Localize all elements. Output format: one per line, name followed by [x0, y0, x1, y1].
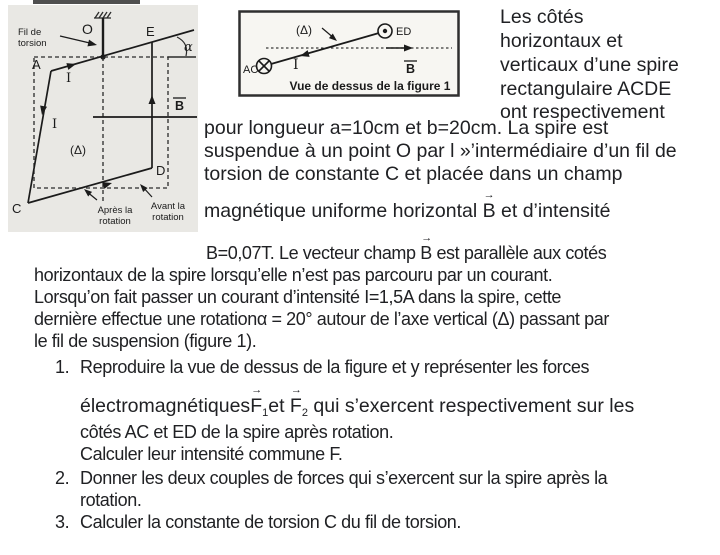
- b-vector-inline: [420, 232, 433, 264]
- para2-line-4: dernière effectue une rotationα = 20° autour de l’axe vertical (Δ) passant par: [34, 309, 609, 329]
- point-a-label: A: [32, 57, 41, 72]
- fil-de-torsion-label-1: Fil de: [18, 27, 42, 38]
- delta-axis-label: (Δ): [296, 23, 313, 37]
- figure2-drawing: [238, 10, 460, 97]
- f2-subscript: 2: [301, 407, 308, 419]
- current-i-top-label: I: [66, 71, 72, 86]
- b-symbol: B: [420, 243, 432, 263]
- para2-line-1: [206, 232, 607, 264]
- question-2-number: 2.: [55, 468, 70, 488]
- question-3-line-1: [55, 512, 461, 533]
- ac-label: AC: [243, 64, 259, 76]
- question-1-line-4: Calculer leur intensité commune F.: [80, 444, 343, 464]
- intro-line-2: horizontaux et: [500, 30, 623, 52]
- intro-line-3: verticaux d’une spire: [500, 54, 679, 76]
- intro-line-5: ont respectivement: [500, 101, 665, 123]
- question-1-line-2-post: qui s’exercent respectivement sur les: [307, 395, 635, 417]
- para1-line-4-post: et d’intensité: [495, 200, 611, 222]
- f2-vector-inline: [289, 384, 302, 418]
- para2-line-1-pre: B=0,07T. Le vecteur champ: [206, 243, 421, 263]
- para1-line-4: [204, 189, 611, 223]
- vector-arrow-icon: →: [290, 384, 302, 396]
- figure2-top-view-diagram: [238, 10, 460, 97]
- current-i-left-label: I: [52, 117, 58, 132]
- delta-axis-label: (Δ): [70, 143, 87, 157]
- para2-line-2: horizontaux de la spire lorsqu’elle n’est pas parcouru par un courant.: [34, 265, 553, 285]
- para1-line-4-pre: magnétique uniforme horizontal: [204, 200, 483, 222]
- f1-subscript: 1: [262, 407, 269, 419]
- para2-line-5: le fil de suspension (figure 1).: [34, 331, 257, 351]
- avant-rotation-label-1: Avant la: [150, 201, 186, 212]
- current-i-label: I: [293, 57, 299, 73]
- question-1-line-1: [55, 357, 589, 378]
- intro-line-1: Les côtés: [500, 6, 584, 28]
- b-vector-label: B: [406, 62, 416, 76]
- b-symbol: B: [482, 200, 496, 222]
- intro-line-4: rectangulaire ACDE: [500, 78, 672, 100]
- para1-line-3: torsion de constante C et placée dans un champ: [204, 163, 623, 185]
- apres-rotation-label-2: rotation: [99, 216, 131, 227]
- apres-rotation-label-1: Après la: [97, 205, 133, 216]
- f1-vector-inline: [250, 384, 263, 418]
- point-o-label: O: [82, 21, 93, 37]
- question-3-text: Calculer la constante de torsion C du fil de torsion.: [80, 512, 462, 532]
- question-1-number: 1.: [55, 357, 70, 377]
- para1-line-1: pour longueur a=10cm et b=20cm. La spire est: [204, 117, 609, 139]
- question-1-text: Reproduire la vue de dessus de la figure et y représenter les forces: [80, 357, 590, 377]
- vector-arrow-icon: →: [483, 189, 495, 201]
- b-vector-label: B: [175, 99, 185, 113]
- figure1-spire-diagram: [8, 5, 198, 232]
- point-d-label: D: [156, 163, 166, 178]
- avant-rotation-label-2: rotation: [152, 212, 184, 223]
- point-e-label: E: [146, 24, 155, 39]
- alpha-label: α: [184, 40, 193, 55]
- f2-symbol: F: [289, 395, 302, 417]
- vector-arrow-icon: →: [251, 384, 263, 396]
- figure1-drawing: [8, 5, 198, 232]
- fil-torsion-arrowhead: [87, 40, 97, 49]
- question-3-number: 3.: [55, 512, 70, 532]
- vector-arrow-icon: →: [421, 232, 433, 244]
- figure2-caption: Vue de dessus de la figure 1: [289, 79, 451, 93]
- support-hatch-icon: [94, 12, 111, 18]
- question-2-text: Donner les deux couples de forces qui s’exercent sur la spire après la: [80, 468, 608, 488]
- f1-symbol: F: [250, 395, 263, 417]
- point-c-label: C: [12, 201, 22, 216]
- question-1-line-3: côtés AC et ED de la spire après rotation.: [80, 422, 394, 442]
- para1-line-2: suspendue à un point O par l »’intermédiaire d’un fil de: [204, 140, 677, 162]
- question-2-line-2: rotation.: [80, 490, 142, 510]
- b-vector-inline: [482, 189, 496, 223]
- question-1-line-2-mid: et: [268, 395, 290, 417]
- scan-crop-bar: [33, 0, 140, 4]
- question-2-line-1: [55, 468, 607, 489]
- para2-line-3: Lorsqu’on fait passer un courant d’intensité I=1,5A dans la spire, cette: [34, 287, 562, 307]
- ed-label: ED: [396, 26, 412, 38]
- question-1-line-2-pre: électromagnétiques: [80, 395, 251, 417]
- fil-de-torsion-label-2: torsion: [18, 38, 47, 49]
- para2-line-1-post: est parallèle aux cotés: [431, 243, 607, 263]
- question-1-line-2: [80, 384, 635, 419]
